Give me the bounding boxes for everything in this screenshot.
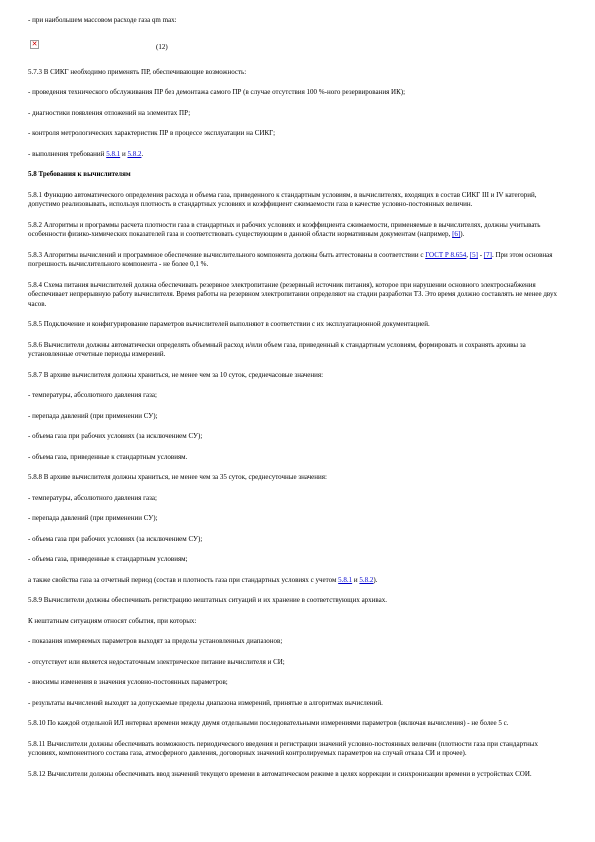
paragraph: 5.8.9 Вычислители должны обеспечивать регистрацию нештатных ситуаций и их хранение в соответствующих архивах. <box>28 596 387 604</box>
list-item: - диагностики появления отложений на элементах ПР; <box>28 108 191 117</box>
paragraph: 5.8.11 Вычислители должны обеспечивать возможность периодического введения и регистрации значений условно-постоянных величин (плотности газа при стандартных условиях, компонентного состава газа, атмосферного давления, договорных значений контролируемых параметров на случай отказа СИ и прочее). <box>28 739 538 757</box>
link-5-8-1[interactable]: 5.8.1 <box>338 575 353 584</box>
link-5-8-2[interactable]: 5.8.2 <box>127 149 142 158</box>
link-5-8-1[interactable]: 5.8.1 <box>106 149 121 158</box>
list-item: - выполнения требований 5.8.1 и 5.8.2. <box>28 149 144 158</box>
section-heading: 5.8 Требования к вычислителям <box>28 170 131 178</box>
paragraph: 5.8.10 По каждой отдельной ИЛ интервал времени между двумя отдельными последовательными измерениями параметров (включая вычисления) - не более 5 с. <box>28 719 509 727</box>
formula-number: (12) <box>156 42 168 51</box>
formula-row <box>28 40 568 54</box>
paragraph: 5.8.12 Вычислители должны обеспечивать ввод значений текущего времени в автоматическом режиме в целях коррекции и синхронизации времени в устройствах СОИ. <box>28 769 532 778</box>
paragraph: 5.8.5 Подключение и конфигурирование параметров вычислителей выполняют в соответствии с их эксплуатационной документацией. <box>28 320 430 328</box>
list-item: - температуры, абсолютного давления газа; <box>28 391 157 399</box>
list-item: - проведения технического обслуживания ПР без демонтажа самого ПР (в случае отсутствия 100 %-ного резервирования ИК); <box>28 88 406 96</box>
list-item: - температуры, абсолютного давления газа; <box>28 493 157 502</box>
paragraph: - при наибольшем массовом расходе газа qm max: <box>28 16 177 24</box>
list-item: - показания измеряемых параметров выходят за пределы установленных диапазонов; <box>28 637 283 645</box>
link-gost[interactable]: ГОСТ Р 8.654 <box>425 250 467 259</box>
list-item: - перепада давлений (при применении СУ); <box>28 411 158 420</box>
list-item: - вносимы изменения в значения условно-постоянных параметров; <box>28 678 228 686</box>
paragraph: 5.8.2 Алгоритмы и программы расчета плотности газа в стандартных и рабочих условиях и коэффициента сжимаемости, применяемые в вычислителях, должны учитывать особенности физико-химических показателей газа и соответствовать существующим в данной области нормативным документам (например, [6]). <box>28 220 541 238</box>
list-item: - отсутствует или является недостаточным электрическое питание вычислителя и СИ; <box>28 657 285 666</box>
paragraph: 5.8.7 В архиве вычислителя должны храниться, не менее чем за 10 суток, среднечасовые значения: <box>28 370 324 379</box>
broken-image-icon: ✕ <box>31 39 38 48</box>
paragraph: 5.8.4 Схема питания вычислителей должна обеспечивать резервное электропитание (резервный источник питания), которое при нарушении основного электроснабжения обеспечивает непрерывную работу вычислителя. Время работы на резервном электропитании определяют на стадии разработки ТЗ. Это время должно составлять не менее двух часов. <box>28 280 557 308</box>
document-page <box>28 16 568 790</box>
link-ref-6[interactable]: [6] <box>452 230 461 238</box>
paragraph: 5.8.1 Функцию автоматического определения расхода и объема газа, приведенного к стандартным условиям, в вычислителях, входящих в состав СИКГ III и IV категорий, допустимо реализовывать, используя плотность в стандартных условиях и коэффициент сжимаемости газа в качестве условно-постоянных величин. <box>28 190 537 208</box>
link-5-8-2[interactable]: 5.8.2 <box>359 575 374 584</box>
list-item: - объема газа при рабочих условиях (за исключением СУ); <box>28 432 203 440</box>
paragraph: 5.8.8 В архиве вычислителя должны храниться, не менее чем за 35 суток, среднесуточные значения: <box>28 473 327 481</box>
paragraph: 5.7.3 В СИКГ необходимо применять ПР, обеспечивающие возможность: <box>28 67 247 76</box>
list-item: - контроля метрологических характеристик ПР в процессе эксплуатации на СИКГ; <box>28 129 276 137</box>
paragraph: а также свойства газа за отчетный период (состав и плотность газа при стандартных условиях с учетом 5.8.1 и 5.8.2). <box>28 575 378 584</box>
list-item: - объема газа, приведенные к стандартным условиям. <box>28 452 188 461</box>
paragraph: К нештатным ситуациям относят события, при которых: <box>28 616 197 625</box>
link-ref-7[interactable]: [7] <box>483 250 492 259</box>
list-item: - объема газа, приведенные к стандартным условиям; <box>28 555 188 563</box>
paragraph: 5.8.3 Алгоритмы вычислений и программное обеспечение вычислительного компонента должны быть аттестованы в соответствии с ГОСТ Р 8.654, [5] - [7]. При этом основная погрешность вычислительного компонента - не более 0,1 %. <box>28 250 553 268</box>
list-item: - перепада давлений (при применении СУ); <box>28 514 158 522</box>
list-item: - объема газа при рабочих условиях (за исключением СУ); <box>28 534 203 543</box>
link-ref-5[interactable]: [5] <box>469 250 478 259</box>
list-item: - результаты вычислений выходят за допускаемые пределы диапазона измерений, принятые в алгоритмах вычислений. <box>28 698 383 707</box>
paragraph: 5.8.6 Вычислители должны автоматически определять объемный расход и/или объем газа, приведенный к стандартным условиям, формировать и сохранять архивы за установленные отчетные периоды измерений. <box>28 340 526 358</box>
